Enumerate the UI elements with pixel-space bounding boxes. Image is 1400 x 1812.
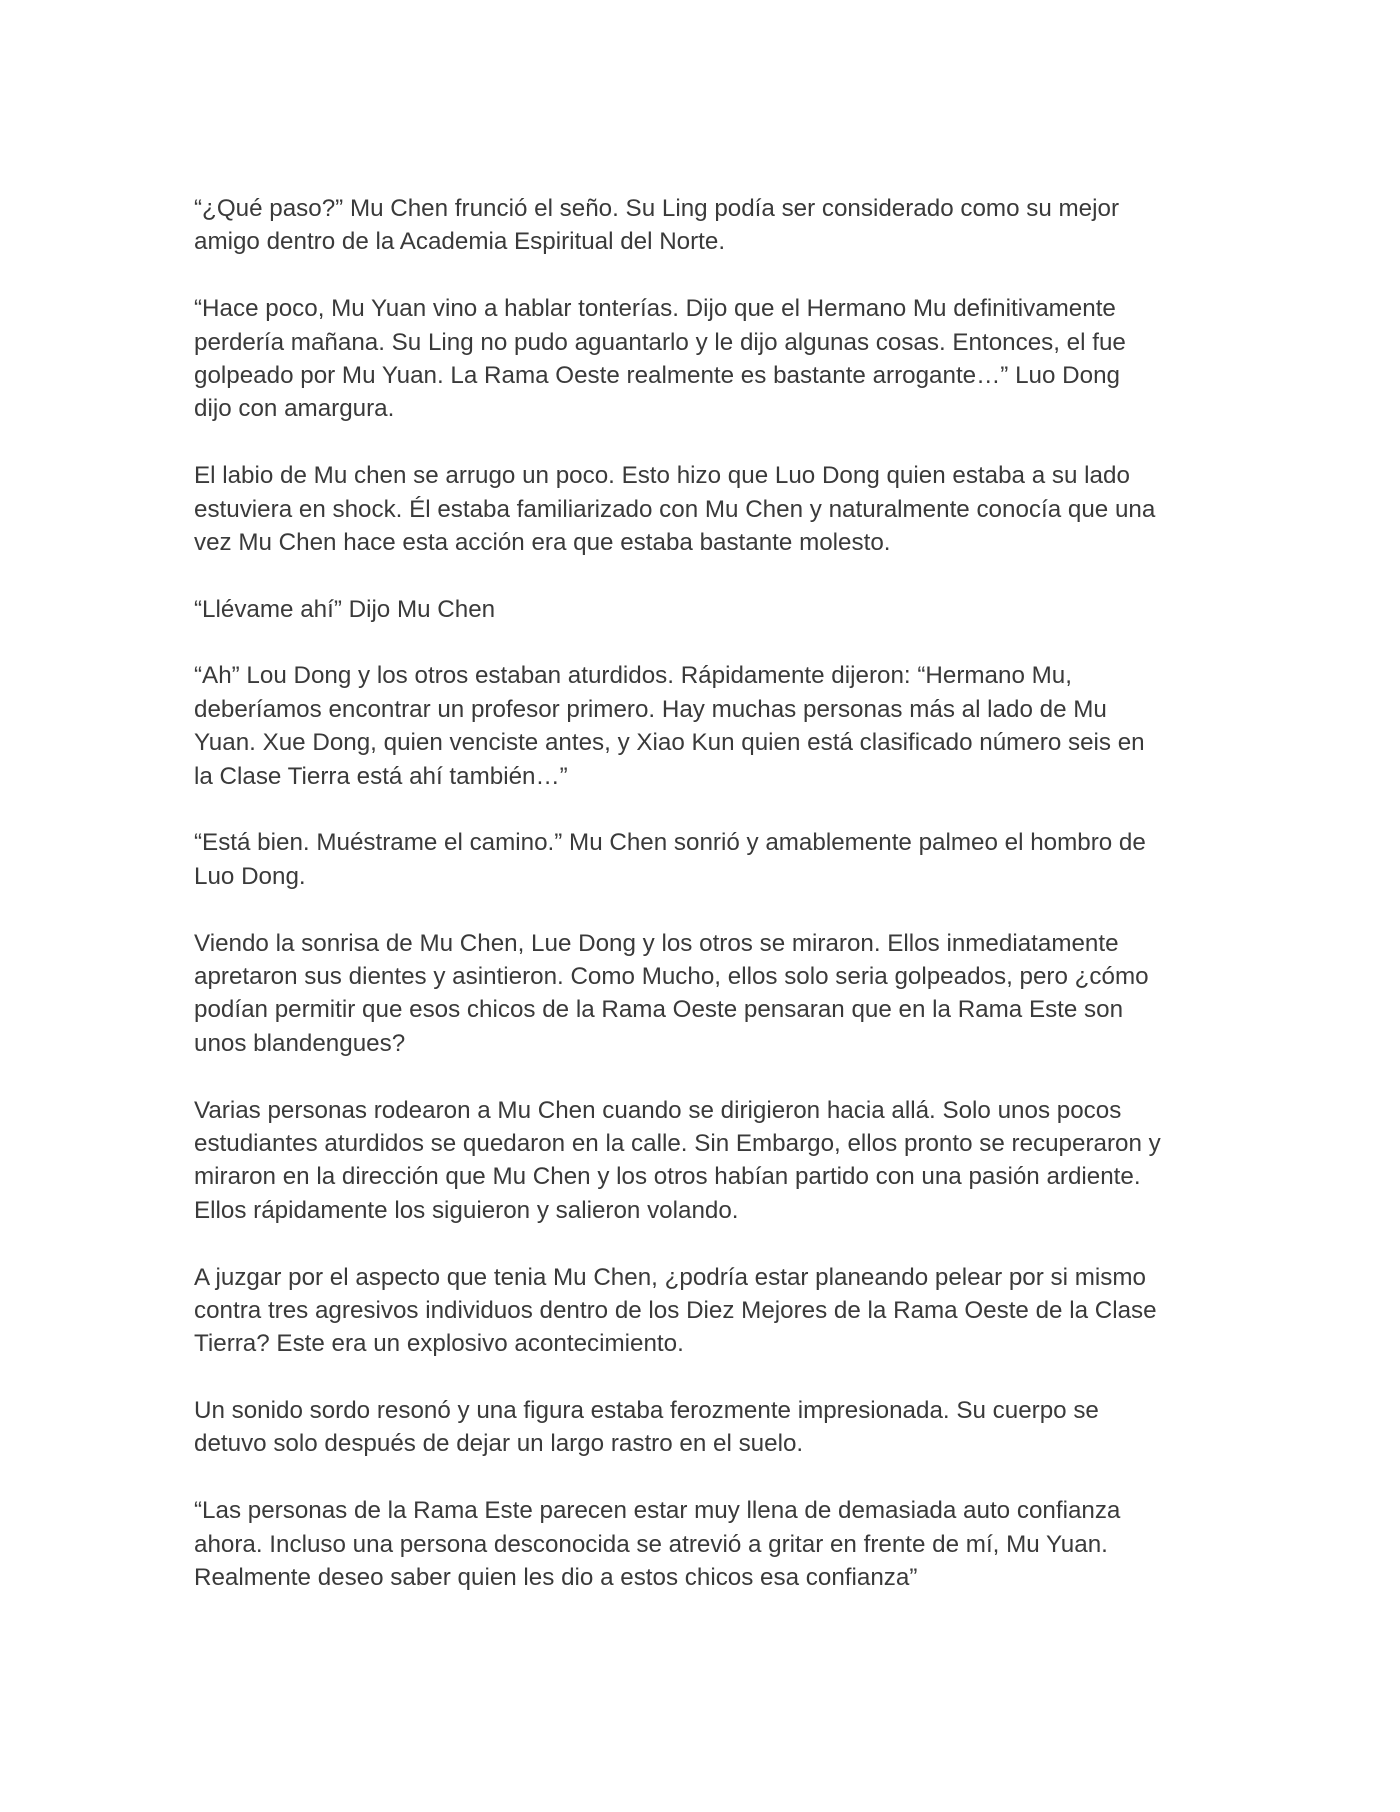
text-line: Luo Dong. xyxy=(194,862,306,890)
text-line: Yuan. Xue Dong, quien venciste antes, y Xiao Kun quien está clasificado número seis en xyxy=(194,729,1145,757)
text-line: Tierra? Este era un explosivo acontecimiento. xyxy=(194,1330,684,1358)
text-line: golpeado por Mu Yuan. La Rama Oeste realmente es bastante arrogante…” Luo Dong xyxy=(194,361,1120,389)
text-line: perdería mañana. Su Ling no pudo aguantarlo y le dijo algunas cosas. Entonces, el fue xyxy=(194,328,1126,356)
text-line: Ellos rápidamente los siguieron y salieron volando. xyxy=(194,1196,739,1224)
text-line: “Llévame ahí” Dijo Mu Chen xyxy=(194,595,496,623)
paragraph xyxy=(194,659,1224,793)
text-line: Realmente deseo saber quien les dio a estos chicos esa confianza” xyxy=(194,1564,918,1592)
paragraph xyxy=(194,826,1224,893)
text-line: ahora. Incluso una persona desconocida se atrevió a gritar en frente de mí, Mu Yuan. xyxy=(194,1530,1108,1558)
paragraph xyxy=(194,192,1224,259)
text-line: “Está bien. Muéstrame el camino.” Mu Chen sonrió y amablemente palmeo el hombro de xyxy=(194,829,1146,857)
text-line: miraron en la dirección que Mu Chen y los otros habían partido con una pasión ardiente. xyxy=(194,1163,1141,1191)
text-line: contra tres agresivos individuos dentro de los Diez Mejores de la Rama Oeste de la Clase xyxy=(194,1296,1157,1324)
text-line: “Ah” Lou Dong y los otros estaban aturdidos. Rápidamente dijeron: “Hermano Mu, xyxy=(194,662,1072,690)
paragraph xyxy=(194,292,1224,426)
text-line: detuvo solo después de dejar un largo rastro en el suelo. xyxy=(194,1430,804,1458)
text-line: Varias personas rodearon a Mu Chen cuando se dirigieron hacia allá. Solo unos pocos xyxy=(194,1096,1122,1124)
text-line: A juzgar por el aspecto que tenia Mu Chen, ¿podría estar planeando pelear por si mismo xyxy=(194,1263,1146,1291)
paragraph xyxy=(194,1394,1224,1461)
paragraph xyxy=(194,459,1224,559)
text-line: apretaron sus dientes y asintieron. Como Mucho, ellos solo seria golpeados, pero ¿cómo xyxy=(194,962,1149,990)
text-line: estuviera en shock. Él estaba familiarizado con Mu Chen y naturalmente conocía que una xyxy=(194,495,1156,523)
text-line: unos blandengues? xyxy=(194,1029,406,1057)
text-line: estudiantes aturdidos se quedaron en la calle. Sin Embargo, ellos pronto se recuperaron y xyxy=(194,1129,1161,1157)
text-line: podían permitir que esos chicos de la Rama Oeste pensaran que en la Rama Este son xyxy=(194,996,1124,1024)
text-line: “Hace poco, Mu Yuan vino a hablar tonterías. Dijo que el Hermano Mu definitivamente xyxy=(194,295,1116,323)
text-line: la Clase Tierra está ahí también…” xyxy=(194,762,568,790)
text-line: El labio de Mu chen se arrugo un poco. Esto hizo que Luo Dong quien estaba a su lado xyxy=(194,462,1130,490)
text-line: “¿Qué paso?” Mu Chen frunció el seño. Su Ling podía ser considerado como su mejor xyxy=(194,195,1119,222)
text-line: vez Mu Chen hace esta acción era que estaba bastante molesto. xyxy=(194,528,891,556)
paragraph xyxy=(194,1261,1224,1361)
text-line: dijo con amargura. xyxy=(194,395,395,423)
text-line: deberíamos encontrar un profesor primero. Hay muchas personas más al lado de Mu xyxy=(194,695,1107,723)
text-line: “Las personas de la Rama Este parecen estar muy llena de demasiada auto confianza xyxy=(194,1497,1121,1525)
text-line: Un sonido sordo resonó y una figura estaba ferozmente impresionada. Su cuerpo se xyxy=(194,1397,1099,1425)
paragraph xyxy=(194,1494,1224,1594)
text-line: Viendo la sonrisa de Mu Chen, Lue Dong y los otros se miraron. Ellos inmediatamente xyxy=(194,929,1119,957)
document-body xyxy=(194,192,1224,1628)
paragraph xyxy=(194,593,1224,626)
paragraph xyxy=(194,1094,1224,1228)
text-line: amigo dentro de la Academia Espiritual del Norte. xyxy=(194,228,726,256)
paragraph xyxy=(194,927,1224,1061)
